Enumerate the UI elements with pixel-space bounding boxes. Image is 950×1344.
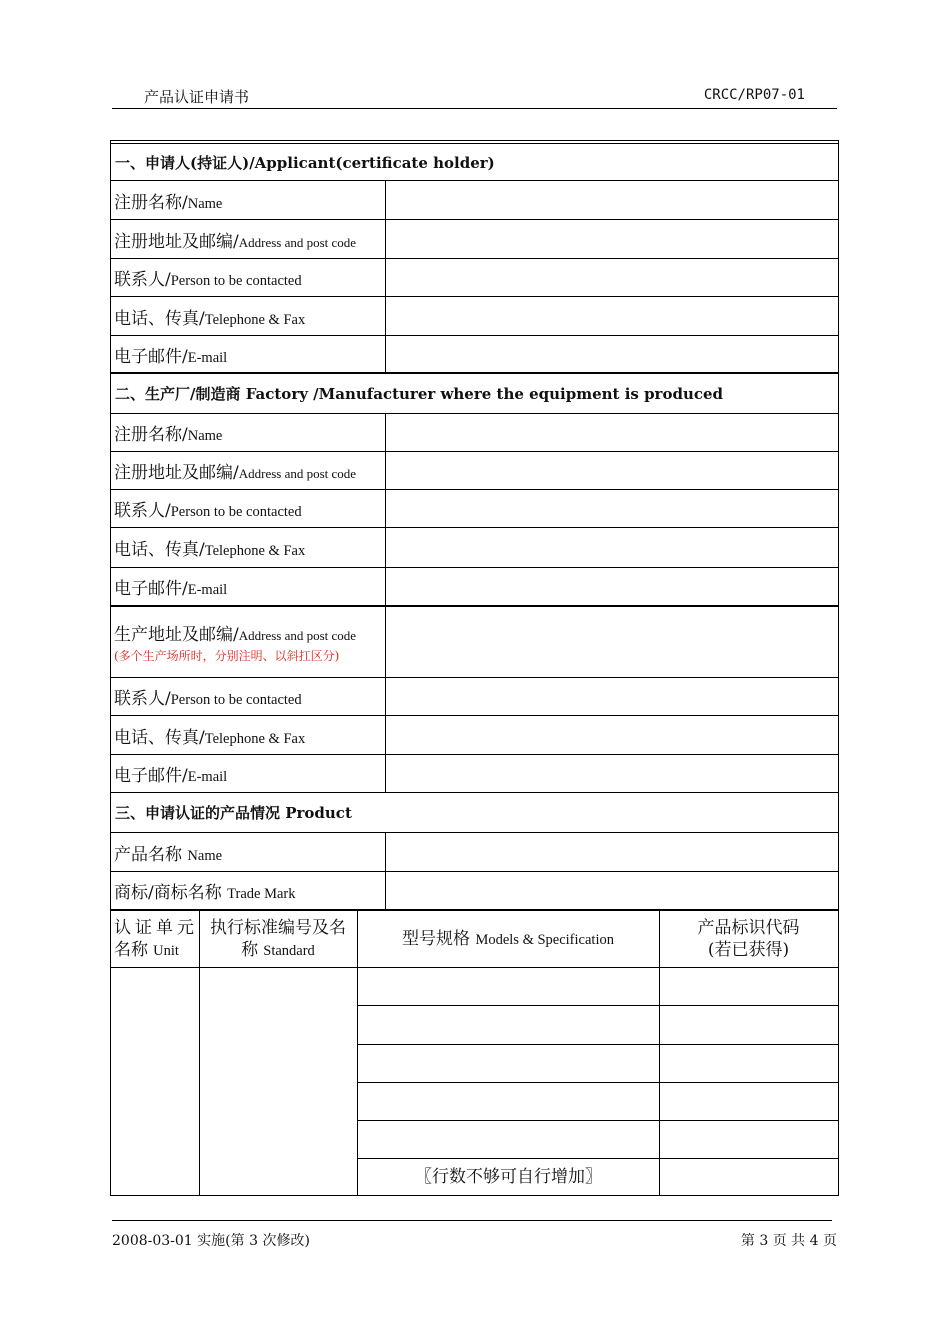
- s2-address-field[interactable]: [386, 452, 838, 489]
- section1-title-text: 一、申请人(持证人)/Applicant(certificate holder): [115, 153, 495, 172]
- effective-date: 2008-03-01 实施(第 3 次修改): [112, 1233, 310, 1249]
- s1-phone-label: [111, 297, 386, 335]
- s2-production-address-field[interactable]: [386, 607, 838, 677]
- unit-cn2: 名称: [114, 939, 148, 960]
- s2-name-field[interactable]: [386, 414, 838, 451]
- s1-row-email: [111, 336, 838, 374]
- col-unit-header: [111, 911, 199, 967]
- s2-production-address-label: [111, 607, 386, 677]
- standard-en: Standard: [263, 942, 315, 959]
- label-en: Name: [187, 847, 223, 864]
- label-en: Address and post code: [238, 628, 357, 643]
- page-header: [112, 86, 837, 109]
- col-standard-header: [199, 911, 357, 967]
- s1-row-name: [111, 181, 838, 220]
- label-cn: 联系人/: [114, 501, 171, 521]
- s1-contact-label: [111, 259, 386, 296]
- s2-row-contact2: [111, 678, 838, 716]
- label-cn: 联系人/: [114, 270, 171, 290]
- s1-row-phone: [111, 297, 838, 336]
- s2-address-label: [111, 452, 386, 489]
- s2-contact2-field[interactable]: [386, 678, 838, 715]
- s2-phone-field[interactable]: [386, 528, 838, 567]
- label-cn: 电话、传真/: [114, 308, 205, 329]
- label-cn: 注册地址及邮编/: [114, 463, 239, 483]
- label-cn: 电子邮件/: [114, 346, 188, 367]
- standard-cn1: 执行标准编号及名: [210, 917, 346, 938]
- label-en: E-mail: [187, 582, 228, 598]
- section2-title: [111, 374, 838, 414]
- code-line2: (若已获得): [707, 940, 790, 960]
- col-code-header: [659, 911, 838, 967]
- label-en: Person to be contacted: [170, 504, 302, 520]
- label-en: E-mail: [187, 349, 228, 366]
- label-en: Person to be contacted: [170, 692, 302, 708]
- s2-contact-field[interactable]: [386, 490, 838, 527]
- s3-trademark-field[interactable]: [386, 872, 838, 909]
- section1-title: [111, 144, 838, 181]
- code-line1: 产品标识代码: [697, 918, 800, 938]
- label-cn: 注册名称/: [114, 192, 188, 213]
- s1-address-label: [111, 220, 386, 258]
- row-rule: [357, 1082, 838, 1083]
- label-en: Address and post code: [238, 234, 357, 250]
- label-cn: 电子邮件/: [114, 766, 188, 786]
- s2-row-phone2: [111, 716, 838, 755]
- section2-title-text: 二、生产厂/制造商 Factory /Manufacturer where the equipment is produced: [115, 385, 724, 403]
- s1-email-field[interactable]: [386, 336, 838, 372]
- s1-email-label: [111, 336, 386, 372]
- label-en: E-mail: [187, 769, 228, 785]
- s3-product-name-field[interactable]: [386, 833, 838, 871]
- s3-row-product-name: [111, 833, 838, 872]
- section3-title: [111, 793, 838, 833]
- s1-contact-field[interactable]: [386, 259, 838, 296]
- s2-email2-label: [111, 755, 386, 792]
- s1-name-field[interactable]: [386, 181, 838, 219]
- product-table: [111, 911, 838, 1195]
- models-en: Models & Specification: [475, 931, 614, 948]
- s2-name-label: [111, 414, 386, 451]
- label-cn: 联系人/: [114, 689, 171, 709]
- doc-title: 产品认证申请书: [144, 88, 250, 106]
- row-rule: [357, 1044, 838, 1045]
- unit-cn1: 认证单元: [114, 917, 198, 938]
- label-cn: 产品名称: [114, 844, 188, 865]
- label-cn: 注册名称/: [114, 425, 188, 445]
- label-cn: 电子邮件/: [114, 579, 188, 599]
- s2-row-phone: [111, 528, 838, 568]
- doc-code: CRCC/RP07-01: [703, 87, 805, 103]
- label-en: Telephone & Fax: [204, 543, 306, 559]
- label-cn: 注册地址及邮编/: [114, 231, 239, 252]
- s2-phone2-field[interactable]: [386, 716, 838, 754]
- page-footer: [112, 1220, 837, 1249]
- s2-row-address: [111, 452, 838, 490]
- label-cn: 生产地址及邮编/: [114, 625, 239, 645]
- s2-email-field[interactable]: [386, 568, 838, 605]
- production-address-note: (多个生产场所时，分别注明、以斜扛区分): [114, 649, 340, 663]
- row-rule: [357, 1005, 838, 1006]
- application-form: [110, 140, 839, 1196]
- label-en: Person to be contacted: [170, 273, 302, 289]
- header-rule: [111, 967, 838, 968]
- label-cn: 电话、传真/: [114, 727, 205, 748]
- s2-row-contact: [111, 490, 838, 528]
- s2-row-production-address: [111, 607, 838, 678]
- s2-row-email: [111, 568, 838, 607]
- label-en: Telephone & Fax: [204, 730, 306, 747]
- label-en: Telephone & Fax: [204, 311, 306, 328]
- s2-contact-label: [111, 490, 386, 527]
- add-rows-text: 〖行数不够可自行增加〗: [415, 1166, 602, 1187]
- label-en: Address and post code: [238, 466, 357, 481]
- section3-title-text: 三、申请认证的产品情况 Product: [115, 804, 352, 822]
- s2-phone-label: [111, 528, 386, 567]
- s1-address-field[interactable]: [386, 220, 838, 258]
- label-en: Name: [187, 195, 223, 212]
- page-number: 第 3 页 共 4 页: [740, 1233, 837, 1249]
- standard-cn2: 称: [241, 939, 259, 960]
- col-models-header: [357, 911, 659, 967]
- s3-product-name-label: [111, 833, 386, 871]
- label-en: Name: [187, 428, 223, 444]
- s1-phone-field[interactable]: [386, 297, 838, 335]
- row-rule: [357, 1120, 838, 1121]
- add-rows-note: [358, 1158, 659, 1196]
- unit-en: Unit: [153, 942, 179, 959]
- s1-row-contact: [111, 259, 838, 297]
- s1-name-label: [111, 181, 386, 219]
- label-cn: 电话、传真/: [114, 540, 205, 560]
- s2-row-name: [111, 414, 838, 452]
- label-cn: 商标/商标名称: [114, 883, 228, 903]
- models-cn: 型号规格: [402, 928, 476, 949]
- s2-contact2-label: [111, 678, 386, 715]
- s2-phone2-label: [111, 716, 386, 754]
- s1-row-address: [111, 220, 838, 259]
- s2-email-label: [111, 568, 386, 605]
- s2-email2-field[interactable]: [386, 755, 838, 792]
- label-en: Trade Mark: [227, 886, 296, 902]
- s3-trademark-label: [111, 872, 386, 909]
- s2-row-email2: [111, 755, 838, 793]
- s3-row-trademark: [111, 872, 838, 911]
